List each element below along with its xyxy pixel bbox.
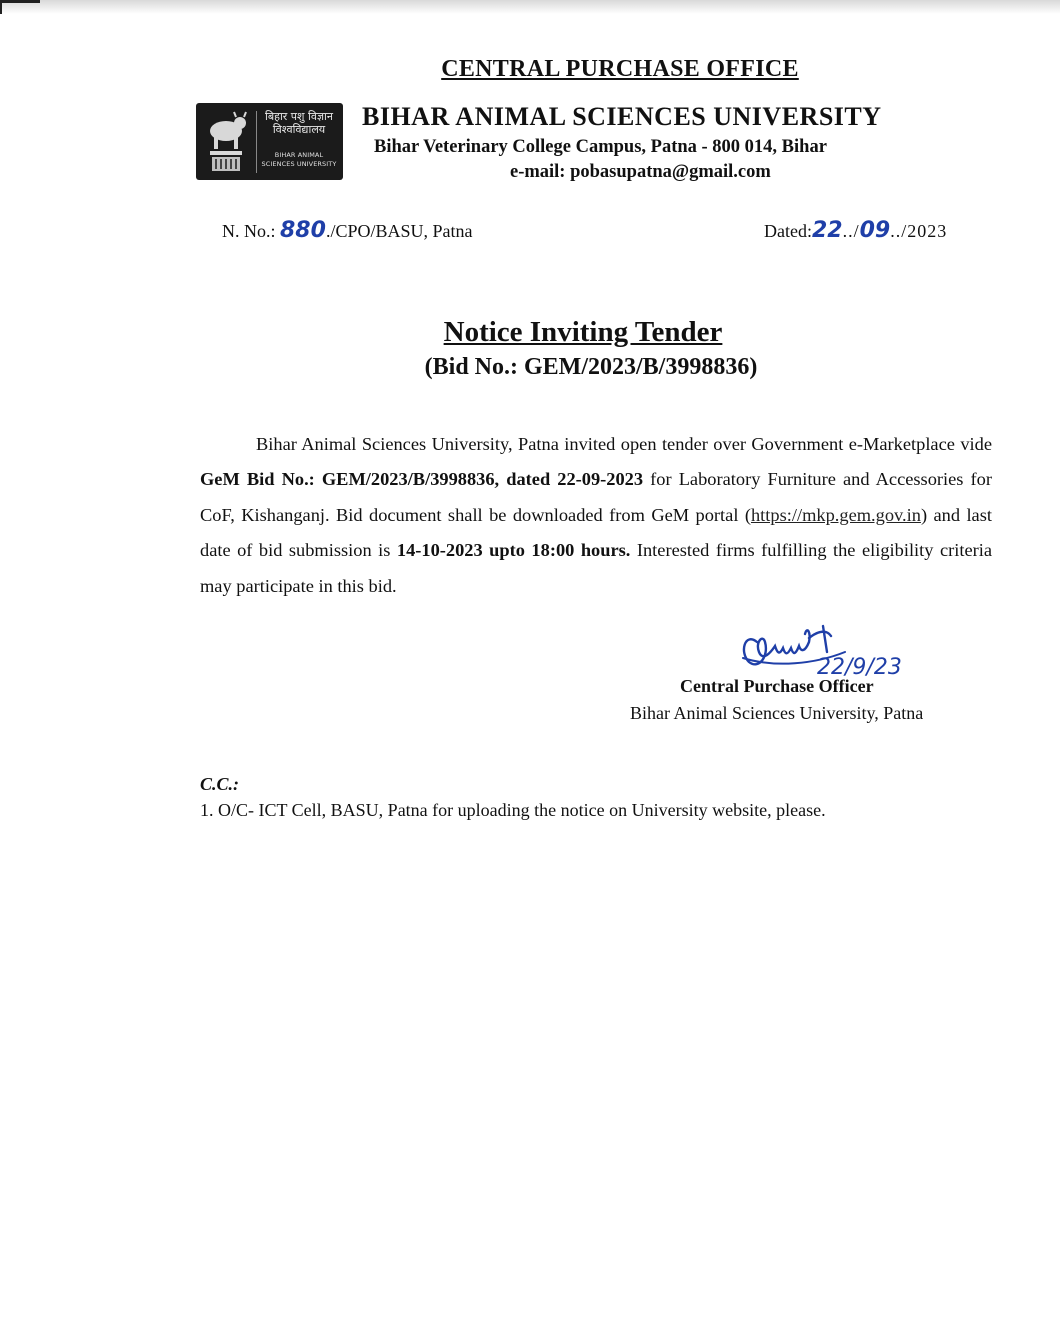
handwritten-signature <box>735 612 925 684</box>
cc-item: 1. O/C- ICT Cell, BASU, Patna for uploading the notice on University website, please. <box>200 800 826 820</box>
university-name: BIHAR ANIMAL SCIENCES UNIVERSITY <box>362 102 882 131</box>
logo-divider <box>256 111 257 173</box>
body-text-2: for Laboratory Furniture and Accessories for CoF, Kishanganj. Bid document shall be downloaded from GeM portal ( <box>200 469 992 525</box>
body-text-1: Bihar Animal Sciences University, Patna invited open tender over Government e-Marketplace vide <box>256 434 992 454</box>
logo-hindi-text <box>260 110 338 136</box>
notice-date <box>764 218 947 243</box>
scan-shadow <box>0 0 1060 14</box>
notice-number-handwritten: 880 <box>280 218 326 243</box>
gem-portal-link[interactable]: https://mkp.gem.gov.in <box>750 504 921 525</box>
signatory-designation: Central Purchase Officer <box>680 676 874 696</box>
signature-date: 22/9/23 <box>817 655 902 680</box>
date-year: ../2023 <box>890 221 948 241</box>
university-email: e-mail: pobasupatna@gmail.com <box>510 162 771 182</box>
body-bid-reference: GeM Bid No.: GEM/2023/B/3998836, dated 22-09-2023 <box>200 469 644 490</box>
notice-title: Notice Inviting Tender <box>443 316 723 348</box>
logo-hindi-line1: बिहार पशु विज्ञान <box>264 110 333 123</box>
university-address: Bihar Veterinary College Campus, Patna - 800 014, Bihar <box>374 137 827 157</box>
date-label: Dated: <box>764 221 812 241</box>
scan-edge-mark-left <box>0 0 2 14</box>
date-separator: ../ <box>842 221 860 241</box>
notice-number <box>222 218 472 243</box>
date-day-handwritten: 22 <box>811 218 843 243</box>
cc-label: C.C.: <box>200 774 240 794</box>
bid-number-heading: (Bid No.: GEM/2023/B/3998836) <box>424 354 758 380</box>
body-deadline: 14-10-2023 upto 18:00 hours. <box>396 540 631 561</box>
scan-edge-mark <box>0 0 40 3</box>
university-logo <box>196 103 343 180</box>
logo-hindi-line2: विश्वविद्यालय <box>272 123 326 136</box>
body-text-4: Interested firms fulfilling the eligibility criteria may participate in this bid. <box>200 540 993 596</box>
signatory-organization: Bihar Animal Sciences University, Patna <box>630 703 924 723</box>
office-title: CENTRAL PURCHASE OFFICE <box>441 56 799 82</box>
logo-english-text: BIHAR ANIMAL SCIENCES UNIVERSITY <box>261 151 337 168</box>
body-text-3: ) and last date of bid submission is <box>200 504 992 561</box>
cow-emblem-icon <box>202 109 250 175</box>
notice-number-label: N. No.: <box>222 221 276 241</box>
notice-body <box>200 427 992 604</box>
notice-number-suffix: ./CPO/BASU, Patna <box>325 221 473 241</box>
date-month-handwritten: 09 <box>859 218 891 243</box>
